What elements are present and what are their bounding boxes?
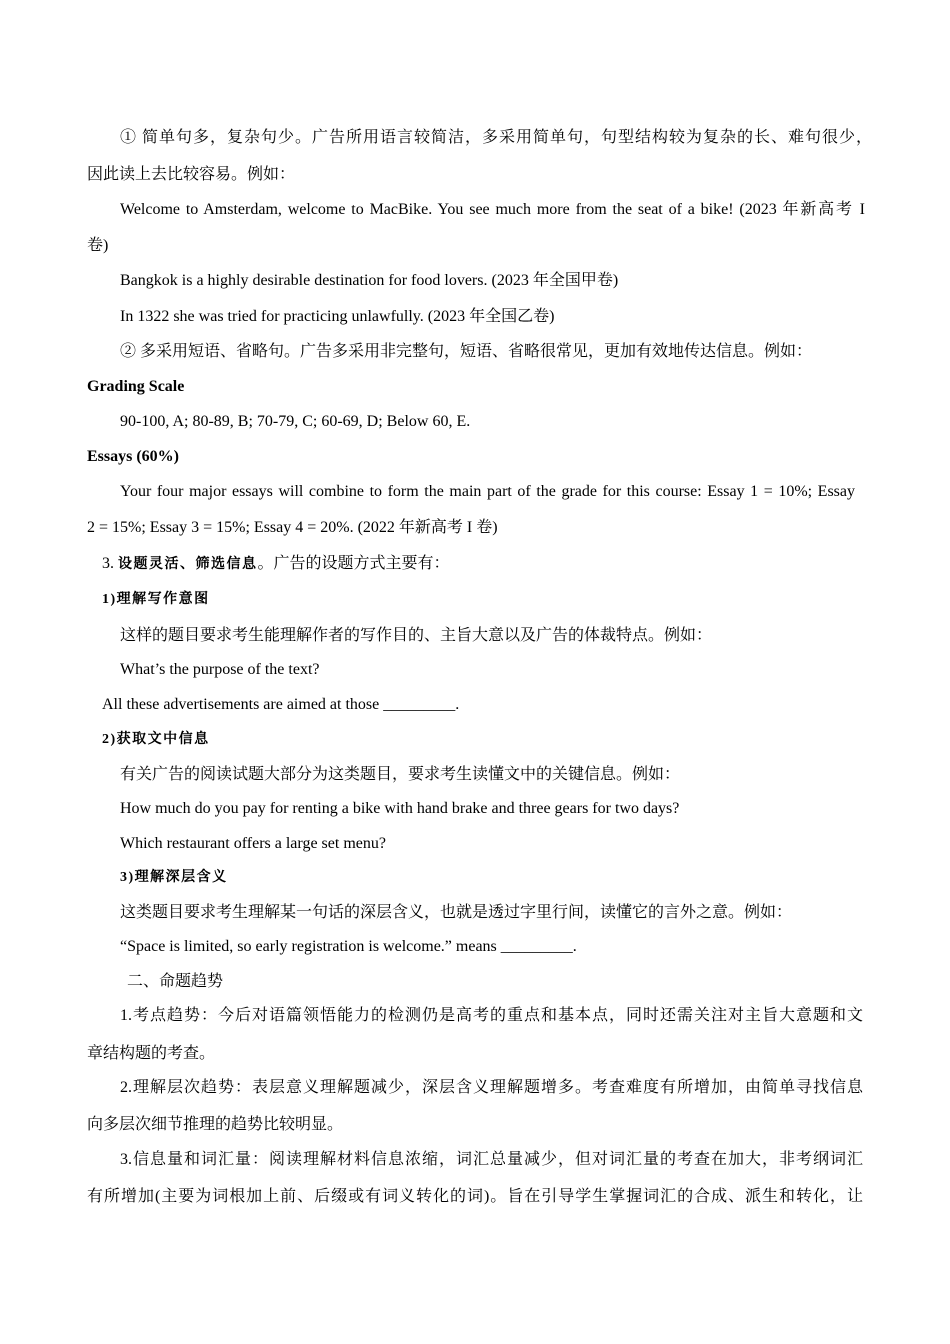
essays-line1: Your four major essays will combine to form the main part of the grade for this course: Essay 1 = 10%; Essay: [120, 483, 855, 500]
sub1-heading: 1)理解写作意图: [102, 592, 210, 607]
sub2-text: 有关广告的阅读试题大部分为这类题目，要求考生读懂文中的关键信息。例如：: [120, 766, 681, 783]
essays-heading: Essays (60%): [87, 448, 180, 465]
example1-line2: 卷): [87, 237, 109, 254]
grading-text: 90-100, A; 80-89, B; 70-79, C; 60-69, D; Below 60, E.: [120, 413, 471, 430]
trend2-line2: 向多层次细节推理的趋势比较明显。: [87, 1116, 344, 1133]
grading-heading: Grading Scale: [87, 378, 185, 395]
trend1-line1: 1.考点趋势：今后对语篇领悟能力的检测仍是高考的重点和基本点，同时还需关注对主旨大意题和文: [120, 1007, 863, 1024]
sub2-heading: 2)获取文中信息: [102, 732, 210, 747]
section3-heading-rest: 。广告的设题方式主要有：: [257, 555, 450, 572]
sub2-question2: Which restaurant offers a large set menu?: [120, 835, 386, 852]
point1-line2: 因此读上去比较容易。例如：: [87, 166, 296, 183]
example2: Bangkok is a highly desirable destination for food lovers. (2023 年全国甲卷): [120, 272, 619, 289]
example3: In 1322 she was tried for practicing unlawfully. (2023 年全国乙卷): [120, 308, 555, 325]
sub3-text: 这类题目要求考生理解某一句话的深层含义，也就是透过字里行间，读懂它的言外之意。例如：: [120, 904, 793, 921]
section3-heading: [102, 554, 450, 575]
trend2-line1: 2.理解层次趋势：表层意义理解题减少，深层含义理解题增多。考查难度有所增加，由简单寻找信息: [120, 1079, 863, 1096]
sub3-heading: 3)理解深层含义: [120, 870, 228, 885]
trend-heading: 二、命题趋势: [127, 973, 224, 990]
trend1-line2: 章结构题的考查。: [87, 1045, 216, 1062]
sub1-text: 这样的题目要求考生能理解作者的写作目的、主旨大意以及广告的体裁特点。例如：: [120, 627, 713, 644]
sub2-question1: How much do you pay for renting a bike with hand brake and three gears for two days?: [120, 800, 680, 817]
trend3-line2: 有所增加(主要为词根加上前、后缀或有词义转化的词)。旨在引导学生掌握词汇的合成、派生和转化，让: [87, 1188, 863, 1205]
point2: ② 多采用短语、省略句。广告多采用非完整句，短语、省略很常见，更加有效地传达信息。例如：: [120, 343, 813, 360]
section3-heading-prefix: 3.: [102, 555, 118, 572]
example1-line1: Welcome to Amsterdam, welcome to MacBike. You see much more from the seat of a bike! (2023 年新高考 I: [120, 201, 865, 218]
section3-heading-emph: 设题灵活、筛选信息: [118, 557, 258, 572]
point1-line1: ① 简单句多，复杂句少。广告所用语言较简洁，多采用简单句，句型结构较为复杂的长、难句很少，: [120, 129, 872, 146]
essays-line2: 2 = 15%; Essay 3 = 15%; Essay 4 = 20%. (2022 年新高考 I 卷): [87, 519, 498, 536]
sub1-question2: All these advertisements are aimed at those _________.: [102, 696, 460, 713]
trend3-line1: 3.信息量和词汇量：阅读理解材料信息浓缩，词汇总量减少，但对词汇量的考查在加大，非考纲词汇: [120, 1151, 863, 1168]
sub1-question1: What’s the purpose of the text?: [120, 661, 320, 678]
sub3-question1: “Space is limited, so early registration is welcome.” means _________.: [120, 938, 577, 955]
